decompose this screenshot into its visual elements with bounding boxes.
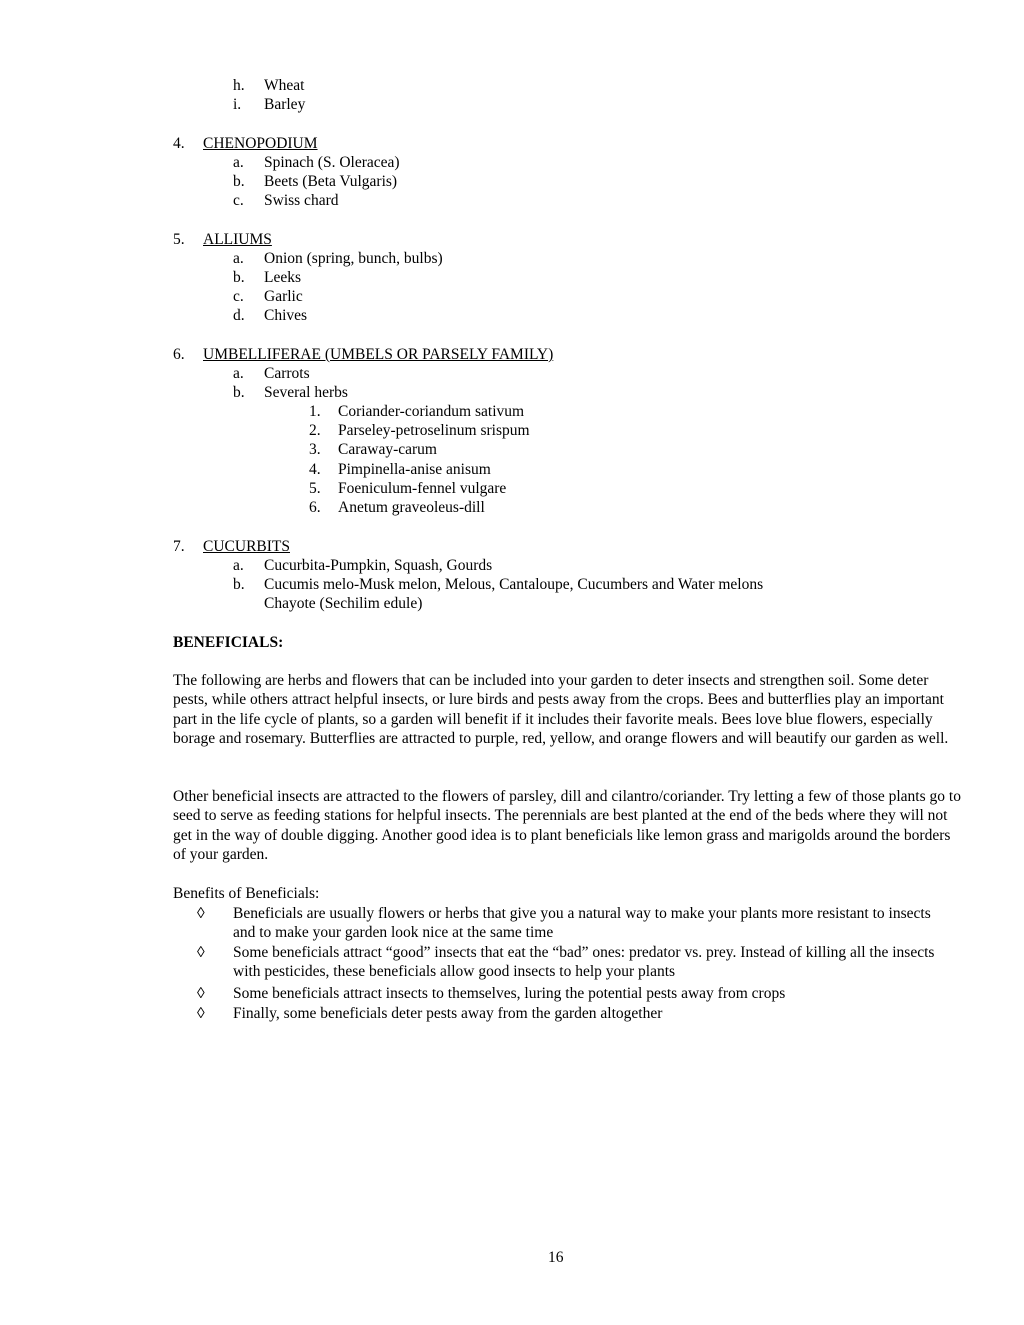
section-title-cucurbits: CUCURBITS <box>203 538 290 555</box>
list-marker: b. <box>233 384 245 401</box>
sublist-marker: 4. <box>309 461 321 478</box>
sublist-marker: 6. <box>309 499 321 516</box>
list-item: Barley <box>264 96 306 113</box>
list-item: Beets (Beta Vulgaris) <box>264 173 398 190</box>
page-number: 16 <box>548 1249 564 1266</box>
list-marker: a. <box>233 365 244 382</box>
diamond-bullet-icon: ◊ <box>197 905 205 922</box>
list-item: Chives <box>264 307 308 324</box>
benefit-item: Some beneficials attract “good” insects that eat the “bad” ones: predator vs. prey. Instead of killing all the insects with pesticides, these beneficials allow good insects to help your plants <box>233 944 935 981</box>
list-marker: d. <box>233 307 245 324</box>
section-title-umbelliferae: UMBELLIFERAE (UMBELS OR PARSELY FAMILY) <box>203 346 554 363</box>
section-title-chenopodium: CHENOPODIUM <box>203 135 318 152</box>
list-marker: c. <box>233 192 244 209</box>
sublist-item: Anetum graveoleus-dill <box>338 499 485 516</box>
beneficials-paragraph-2: Other beneficial insects are attracted to the flowers of parsley, dill and cilantro/coriander. Try letting a few of those plants go to seed to serve as feeding stations for helpful insects. The perennials are best planted at the end of the beds where they will not get in the way of double digging. Another good idea is to plant beneficials like lemon grass and marigolds around the borders of your garden. <box>173 788 961 863</box>
sublist-item: Pimpinella-anise anisum <box>338 461 491 478</box>
list-item: Leeks <box>264 269 302 286</box>
benefit-item: Beneficials are usually flowers or herbs that give you a natural way to make your plants more resistant to insects and to make your garden look nice at the same time <box>233 905 931 942</box>
list-marker: b. <box>233 269 245 286</box>
section-title-alliums: ALLIUMS <box>203 231 272 248</box>
benefits-label: Benefits of Beneficials: <box>173 885 320 902</box>
list-item: Onion (spring, bunch, bulbs) <box>264 250 443 267</box>
list-marker: b. <box>233 173 245 190</box>
sublist-item: Caraway-carum <box>338 441 437 458</box>
list-marker: b. <box>233 576 245 593</box>
benefit-item: Finally, some beneficials deter pests away from the garden altogether <box>233 1005 663 1022</box>
sublist-marker: 2. <box>309 422 321 439</box>
list-marker: a. <box>233 154 244 171</box>
list-marker: c. <box>233 288 244 305</box>
diamond-bullet-icon: ◊ <box>197 944 205 961</box>
diamond-bullet-icon: ◊ <box>197 1005 205 1022</box>
benefit-item: Some beneficials attract insects to themselves, luring the potential pests away from crops <box>233 985 786 1002</box>
section-number: 7. <box>173 538 185 555</box>
section-number: 6. <box>173 346 185 363</box>
list-marker: a. <box>233 557 244 574</box>
list-item: Cucumis melo-Musk melon, Melous, Cantaloupe, Cucumbers and Water melons <box>264 576 764 593</box>
list-item: Cucurbita-Pumpkin, Squash, Gourds <box>264 557 493 574</box>
section-number: 4. <box>173 135 185 152</box>
section-number: 5. <box>173 231 185 248</box>
list-item: Wheat <box>264 77 305 94</box>
sublist-item: Foeniculum-fennel vulgare <box>338 480 507 497</box>
sublist-marker: 5. <box>309 480 321 497</box>
list-item: Spinach (S. Oleracea) <box>264 154 400 171</box>
beneficials-heading: BENEFICIALS: <box>173 634 284 651</box>
list-item: Carrots <box>264 365 310 382</box>
list-item-continuation: Chayote (Sechilim edule) <box>264 595 423 612</box>
list-item: Several herbs <box>264 384 348 401</box>
list-item: Swiss chard <box>264 192 339 209</box>
beneficials-paragraph-1: The following are herbs and flowers that can be included into your garden to deter insects and strengthen soil. Some deter pests, while others attract helpful insects, or lure birds and pests away from the crops. Bees and butterflies play an important part in the life cycle of plants, so a garden will benefit if it includes their favorite meals. Bees love blue flowers, especially borage and rosemary. Butterflies are attracted to purple, red, yellow, and orange flowers and will beautify our garden as well. <box>173 672 949 747</box>
list-marker: i. <box>233 96 242 113</box>
sublist-marker: 3. <box>309 441 321 458</box>
list-item: Garlic <box>264 288 303 305</box>
list-marker: h. <box>233 77 245 94</box>
sublist-item: Parseley-petroselinum srispum <box>338 422 530 439</box>
list-marker: a. <box>233 250 244 267</box>
sublist-item: Coriander-coriandum sativum <box>338 403 525 420</box>
diamond-bullet-icon: ◊ <box>197 985 205 1002</box>
sublist-marker: 1. <box>309 403 321 420</box>
